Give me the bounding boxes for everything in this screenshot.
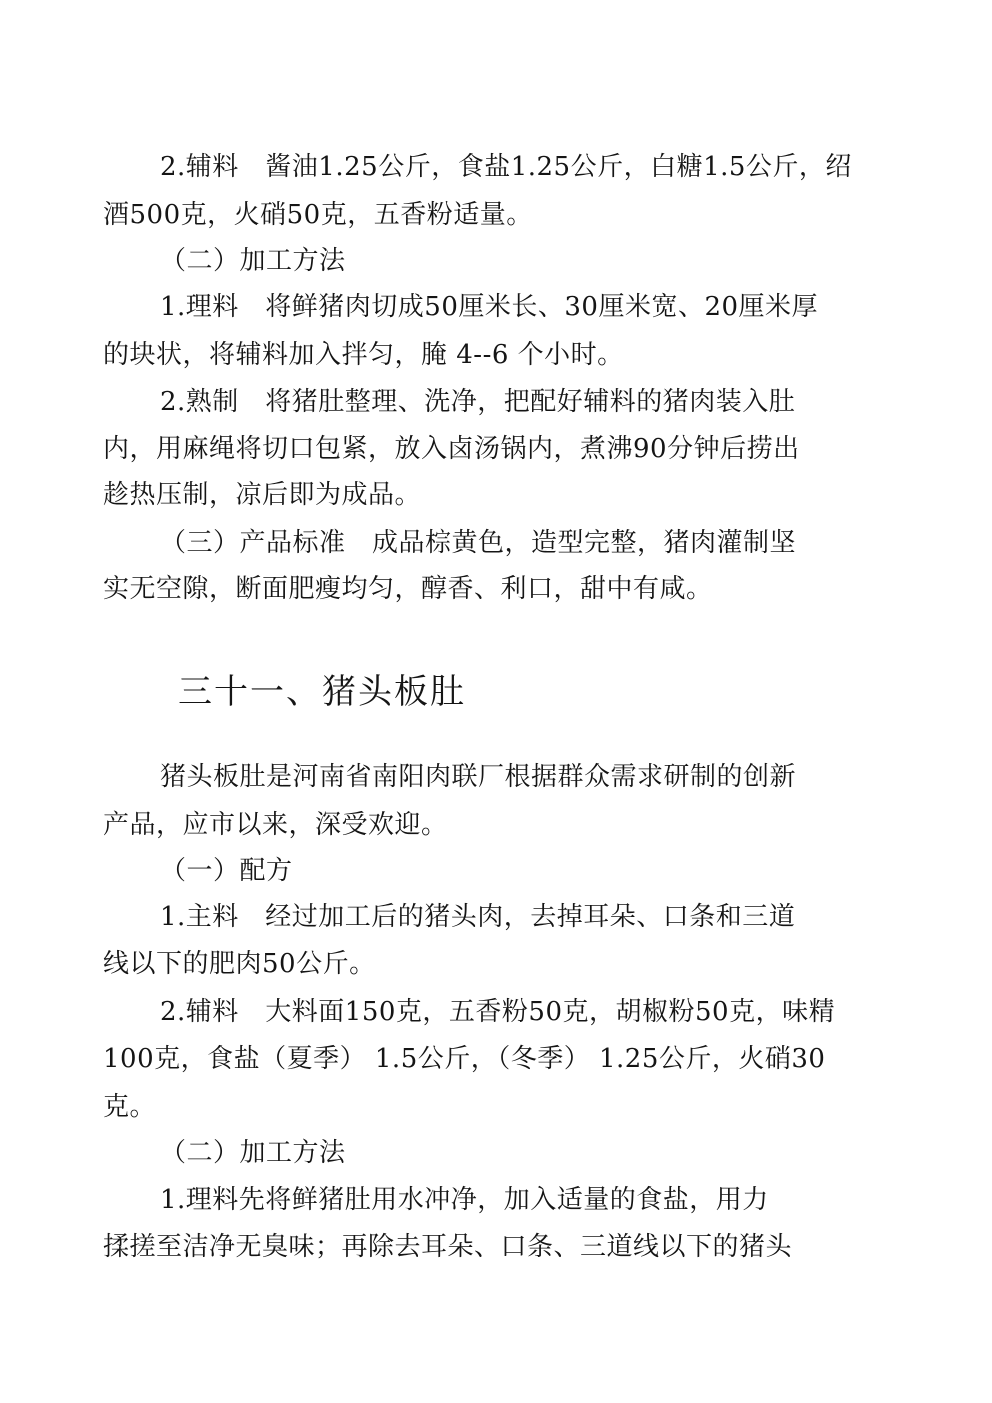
product-standard-line-2: 实无空隙，断面肥瘦均匀，醇香、利口，甜中有咸。 [103, 574, 713, 604]
main-ingredient-line-1: 1.主料 经过加工后的猪头肉，去掉耳朵、口条和三道 [160, 902, 796, 932]
aux-ingredients-line-1: 2.辅料 酱油1.25公斤，食盐1.25公斤，白糖1.5公斤，绍 [160, 152, 852, 182]
aux-ingredients-b-line-1: 2.辅料 大料面150克，五香粉50克，胡椒粉50克，味精 [160, 997, 836, 1027]
formula-heading: （一）配方 [160, 856, 293, 886]
product-standard-line-1: （三）产品标准 成品棕黄色，造型完整，猪肉灌制坚 [160, 528, 797, 558]
prep-step-b-line-2: 揉搓至洁净无臭味；再除去耳朵、口条、三道线以下的猪头 [103, 1232, 793, 1262]
cooking-step-line-2: 内，用麻绳将切口包紧，放入卤汤锅内，煮沸90分钟后捞出 [103, 434, 800, 464]
intro-line-2: 产品，应市以来，深受欢迎。 [103, 810, 448, 840]
processing-method-b-heading: （二）加工方法 [160, 1138, 346, 1168]
cooking-step-line-1: 2.熟制 将猪肚整理、洗净，把配好辅料的猪肉装入肚 [160, 387, 796, 417]
cooking-step-line-3: 趁热压制，凉后即为成品。 [103, 480, 422, 510]
aux-ingredients-b-line-3: 克。 [103, 1092, 157, 1122]
section-title: 三十一、猪头板肚 [178, 672, 466, 712]
prep-step-line-2: 的块状，将辅料加入拌匀，腌 4--6 个小时。 [103, 340, 624, 370]
processing-method-heading: （二）加工方法 [160, 246, 346, 276]
main-ingredient-line-2: 线以下的肥肉50公斤。 [103, 949, 376, 979]
aux-ingredients-line-2: 酒500克，火硝50克，五香粉适量。 [103, 200, 533, 230]
aux-ingredients-b-line-2: 100克，食盐（夏季） 1.5公斤，（冬季） 1.25公斤，火硝30 [103, 1044, 826, 1074]
intro-line-1: 猪头板肚是河南省南阳肉联厂根据群众需求研制的创新 [160, 762, 797, 792]
prep-step-line-1: 1.理料 将鲜猪肉切成50厘米长、30厘米宽、20厘米厚 [160, 292, 819, 322]
prep-step-b-line-1: 1.理料先将鲜猪肚用水冲净，加入适量的食盐，用力 [160, 1185, 769, 1215]
